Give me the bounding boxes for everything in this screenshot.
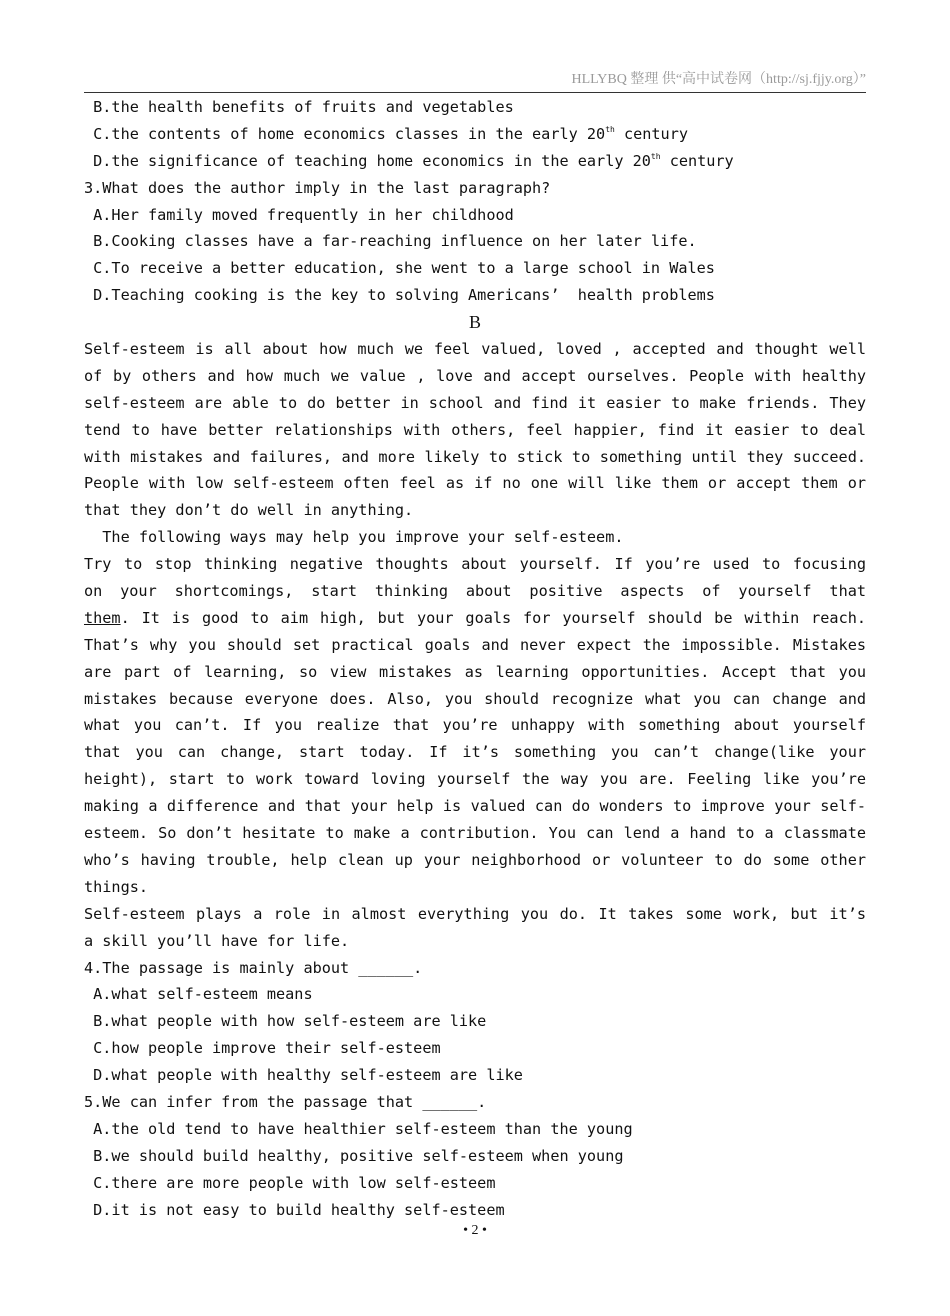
passage-line: tend to have better relationships with others, feel happier, find it easier to deal xyxy=(84,420,866,439)
underlined-word: them xyxy=(84,608,121,627)
passage-line: Try to stop thinking negative thoughts about yourself. If you’re used to focusing xyxy=(84,555,866,574)
q2-option-b: B.the health benefits of fruits and vegetables xyxy=(84,98,514,116)
q5-option-a: A.the old tend to have healthier self-esteem than the young xyxy=(84,1119,633,1138)
q5-option-b: B.we should build healthy, positive self-esteem when young xyxy=(84,1146,624,1165)
passage-line: Self-esteem is all about how much we feel valued, loved , accepted and thought well xyxy=(84,340,866,359)
q5-option-d: D.it is not easy to build healthy self-esteem xyxy=(84,1200,505,1219)
passage-line: are part of learning, so view mistakes as learning opportunities. Accept that you xyxy=(84,662,866,681)
q4-option-a: A.what self-esteem means xyxy=(84,985,313,1004)
passage-line: who’s having trouble, help clean up your neighborhood or volunteer to do some other xyxy=(84,850,866,869)
passage-line: Self-esteem plays a role in almost everything you do. It takes some work, but it’s xyxy=(84,904,866,923)
q2-option-d-tail: century xyxy=(660,151,734,170)
passage-line: on your shortcomings, start thinking about positive aspects of yourself that xyxy=(84,582,866,601)
passage-line-text: . It is good to aim high, but your goals for yourself should be within reach. xyxy=(120,608,866,627)
q5-question: 5.We can infer from the passage that ______. xyxy=(84,1092,487,1111)
passage-title: B xyxy=(468,312,481,333)
q2-option-d xyxy=(84,148,866,175)
q3-question: 3.What does the author imply in the last paragraph? xyxy=(84,178,551,197)
passage-line: People with low self-esteem often feel as if no one will like them or accept them or xyxy=(84,474,866,493)
passage-line: The following ways may help you improve your self-esteem. xyxy=(84,528,624,547)
q3-option-c: C.To receive a better education, she went to a large school in Wales xyxy=(84,259,715,278)
passage-line: height), start to work toward loving yourself the way you are. Feeling like you’re xyxy=(84,770,866,789)
q5-option-c: C.there are more people with low self-esteem xyxy=(84,1173,496,1192)
q4-option-c: C.how people improve their self-esteem xyxy=(84,1039,441,1058)
passage-line: esteem. So don’t hesitate to make a contribution. You can lend a hand to a classmate xyxy=(84,824,866,843)
page-content xyxy=(84,94,866,1223)
passage-line xyxy=(84,605,866,632)
passage-line: That’s why you should set practical goals and never expect the impossible. Mistakes xyxy=(84,635,866,654)
passage-line: making a difference and that your help is valued can do wonders to improve your self- xyxy=(84,797,866,816)
passage-line: self-esteem are able to do better in school and find it easier to make friends. They xyxy=(84,393,866,412)
passage-line: mistakes because everyone does. Also, you should recognize what you can change and xyxy=(84,689,866,708)
q2-option-c-text: C.the contents of home economics classes in the early 20 xyxy=(84,124,606,143)
page-number: • 2 • xyxy=(463,1223,487,1238)
passage-line: that you can change, start today. If it’s something you can’t change(like your xyxy=(84,743,866,762)
q2-option-c xyxy=(84,121,866,148)
q4-question: 4.The passage is mainly about ______. xyxy=(84,958,423,977)
q3-option-d: D.Teaching cooking is the key to solving Americans’ health problems xyxy=(84,286,715,305)
q2-option-d-text: D.the significance of teaching home economics in the early 20 xyxy=(84,151,651,170)
passage-line: of by others and how much we value , love and accept ourselves. People with healthy xyxy=(84,366,866,385)
q3-option-b: B.Cooking classes have a far-reaching influence on her later life. xyxy=(84,232,697,251)
superscript: th xyxy=(605,124,615,134)
superscript: th xyxy=(650,151,661,161)
passage-line: a skill you’ll have for life. xyxy=(84,931,350,950)
passage-line: with mistakes and failures, and more likely to stick to something until they succeed. xyxy=(84,447,866,466)
q2-option-c-tail: century xyxy=(614,124,688,143)
q4-option-b: B.what people with how self-esteem are like xyxy=(84,1012,487,1031)
passage-line: things. xyxy=(84,877,149,896)
passage-line: that they don’t do well in anything. xyxy=(84,501,414,520)
passage-line: what you can’t. If you realize that you’re unhappy with something about yourself xyxy=(84,716,866,735)
q3-option-a: A.Her family moved frequently in her childhood xyxy=(84,205,514,224)
q4-option-d: D.what people with healthy self-esteem are like xyxy=(84,1066,523,1085)
page-header: HLLYBQ 整理 供“高中试卷网（http://sj.fjjy.org）” xyxy=(84,70,866,93)
